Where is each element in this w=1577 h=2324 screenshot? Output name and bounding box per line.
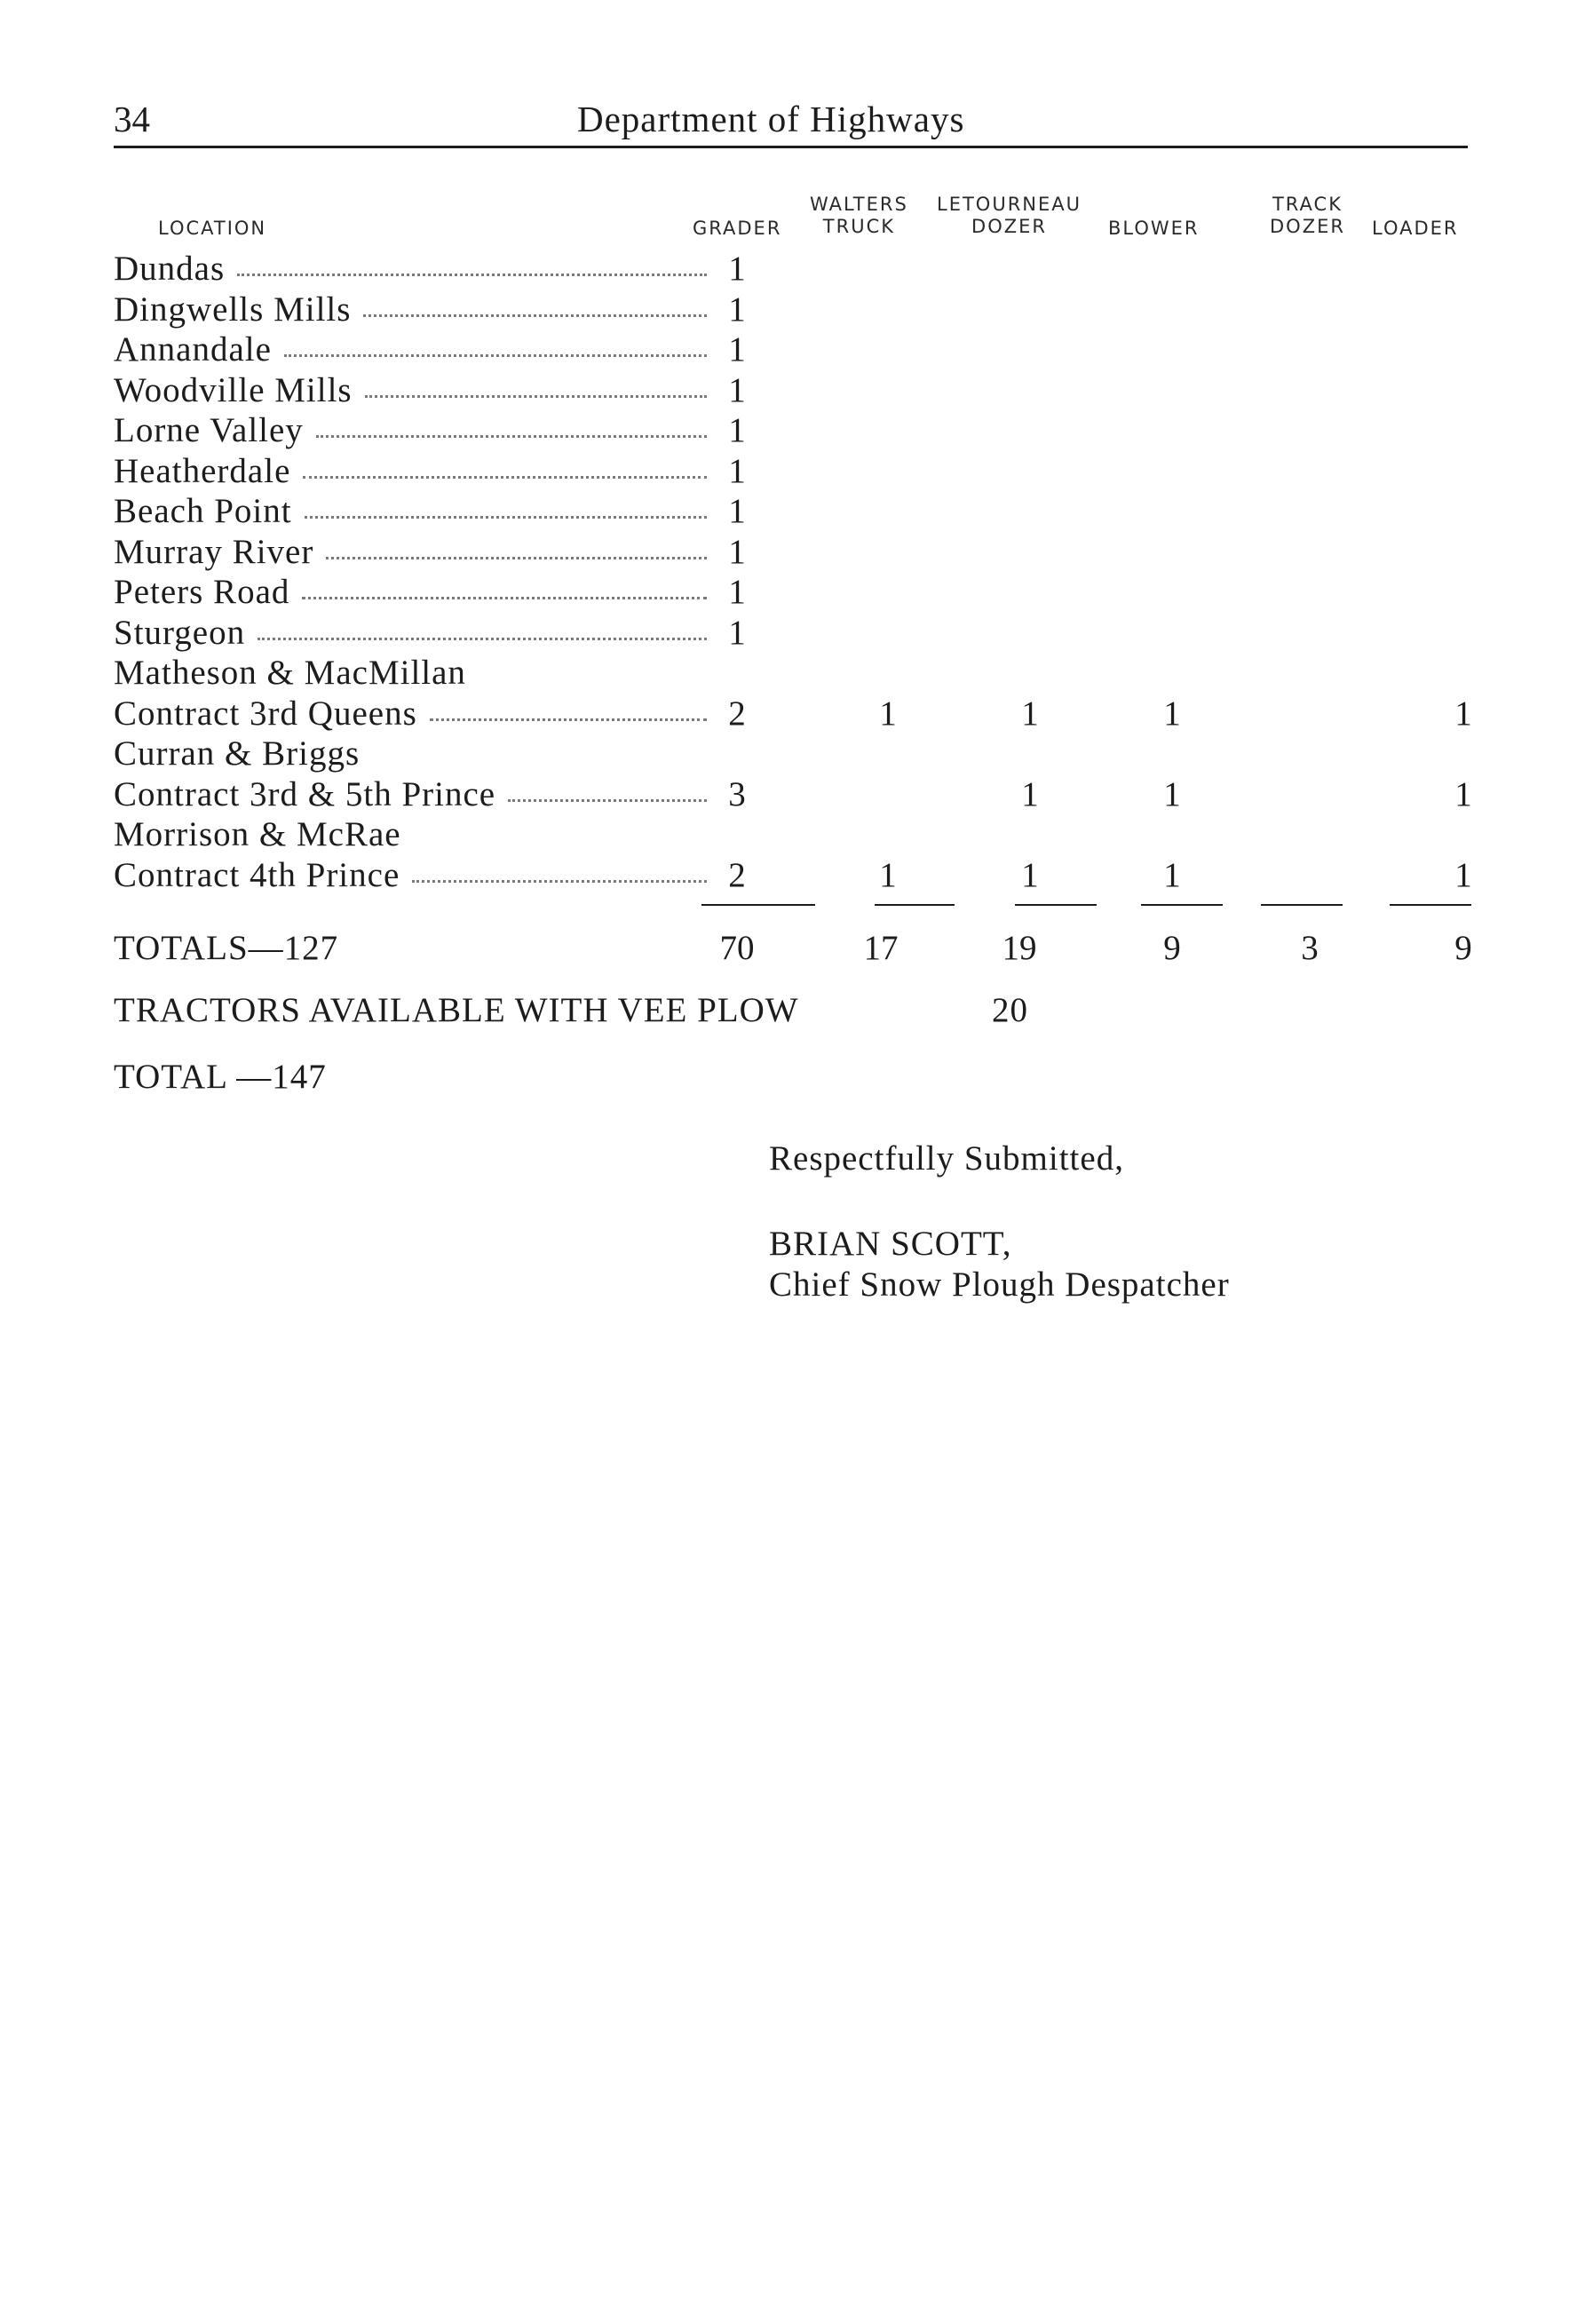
dot-leader [237,274,707,276]
signer-role: Chief Snow Plough Despatcher [769,1265,1230,1304]
dot-leader [365,395,707,398]
col-header-blower: BLOWER [1108,218,1200,239]
dot-leader [258,638,707,640]
cell-letourneau-dozer: 1 [1021,774,1039,813]
table-row [114,814,1472,855]
cell-blower: 1 [1163,694,1181,733]
cell-grader: 1 [728,290,746,329]
total-loader: 9 [1454,929,1472,967]
dot-leader [430,718,707,721]
table-row [114,855,1472,896]
dot-leader [508,799,707,802]
table-row [114,653,1472,694]
cell-walters-truck: 1 [879,694,897,733]
col-header-loader: LOADER [1372,218,1459,239]
col-header-walters-truck: WALTERS TRUCK [810,194,908,237]
cell-blower: 1 [1163,855,1181,894]
location-name: Peters Road [114,573,290,611]
page-number: 34 [114,99,150,139]
location-name: Annandale [114,330,272,369]
location-name: Morrison & McRae [114,815,401,853]
table-row [114,572,1472,613]
dot-leader [412,880,707,883]
table-row [114,410,1472,451]
signer-name: BRIAN SCOTT, [769,1225,1012,1263]
total-rule-loader [1390,904,1471,906]
total-rule-track-dozer [1261,904,1343,906]
location-name: Dingwells Mills [114,290,352,329]
closing-text: Respectfully Submitted, [769,1139,1124,1178]
location-name: Contract 3rd Queens [114,694,417,733]
grand-total: TOTAL —147 [114,1058,327,1096]
location-name: Contract 4th Prince [114,855,400,894]
dot-leader [326,557,707,559]
location-name: Curran & Briggs [114,734,361,773]
cell-walters-truck: 1 [879,855,897,894]
total-rule-walters-truck [875,904,955,906]
cell-loader: 1 [1454,855,1472,894]
tractors-value: 20 [992,991,1028,1029]
dot-leader [316,435,707,438]
table-row [114,774,1472,815]
cell-grader: 1 [728,613,746,652]
total-track-dozer: 3 [1301,929,1319,967]
table-row [114,734,1472,774]
location-name: Contract 3rd & 5th Prince [114,774,496,813]
dot-leader [302,597,707,599]
col-header-grader: GRADER [693,218,782,239]
page-title: Department of Highways [577,99,965,139]
cell-grader: 3 [728,774,746,813]
dot-leader [305,516,707,519]
table-row [114,451,1472,492]
dot-leader [363,314,707,317]
cell-grader: 1 [728,451,746,490]
location-name: Sturgeon [114,613,246,652]
header-rule [114,146,1468,148]
cell-grader: 2 [728,855,746,894]
total-rule-blower [1141,904,1223,906]
total-walters-truck: 17 [863,929,899,967]
col-header-letourneau-dozer: LETOURNEAU DOZER [937,194,1082,237]
cell-letourneau-dozer: 1 [1021,694,1039,733]
col-header-track-dozer: TRACK DOZER [1270,194,1345,237]
cell-grader: 1 [728,370,746,409]
cell-grader: 1 [728,250,746,288]
total-blower: 9 [1163,929,1181,967]
table-row [114,613,1472,654]
location-name: Dundas [114,250,226,288]
table-row [114,532,1472,573]
dot-leader [303,476,707,479]
total-grader: 70 [719,929,755,967]
location-name: Woodville Mills [114,370,353,409]
cell-grader: 1 [728,492,746,530]
cell-loader: 1 [1454,694,1472,733]
cell-grader: 1 [728,411,746,449]
cell-loader: 1 [1454,774,1472,813]
total-rule-grader [701,904,815,906]
total-letourneau-dozer: 19 [1002,929,1037,967]
table-row [114,329,1472,370]
total-rule-letourneau-dozer [1015,904,1097,906]
tractors-label: TRACTORS AVAILABLE WITH VEE PLOW [114,991,799,1029]
cell-letourneau-dozer: 1 [1021,855,1039,894]
cell-grader: 1 [728,532,746,571]
location-name: Heatherdale [114,451,291,490]
table-row [114,694,1472,734]
table-row [114,249,1472,290]
table-row [114,370,1472,411]
cell-grader: 1 [728,573,746,611]
location-name: Murray River [114,532,314,571]
cell-grader: 2 [728,694,746,733]
table-row [114,290,1472,330]
location-name: Lorne Valley [114,411,304,449]
location-name: Matheson & MacMillan [114,654,466,692]
totals-label: TOTALS—127 [114,929,339,967]
location-name: Beach Point [114,492,292,530]
table-row [114,491,1472,532]
dot-leader [284,354,707,357]
cell-blower: 1 [1163,774,1181,813]
col-header-location: LOCATION [158,218,267,239]
cell-grader: 1 [728,330,746,369]
